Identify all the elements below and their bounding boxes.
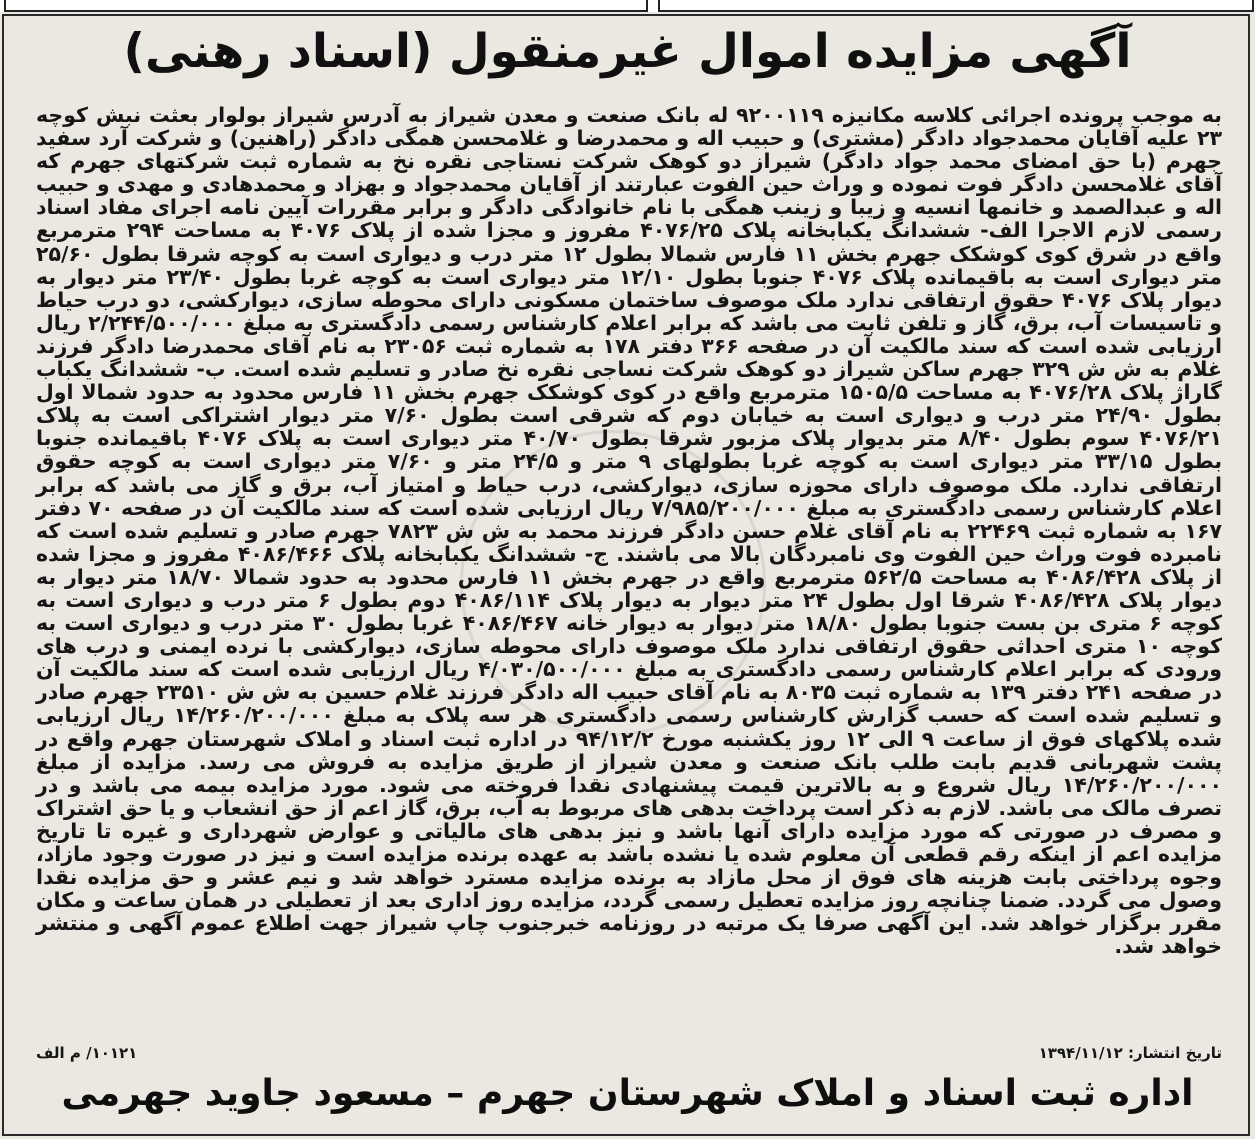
reference-number: ۱۰۱۲۱/ م الف [36,1044,138,1062]
adjacent-ad-edge [0,0,1255,12]
publish-date: تاریخ انتشار: ۱۳۹۴/۱۱/۱۲ [1038,1044,1222,1062]
adjacent-ad-border-left [4,0,648,12]
notice-title: آگهی مزایده اموال غیرمنقول (اسناد رهنی) [123,24,1132,79]
adjacent-ad-border-right [658,0,1254,12]
notice-body: به موجب پرونده اجرائی کلاسه مکانیزه ۹۲۰۰۱۱۹ له بانک صنعت و معدن شیراز به آدرس شیراز بولوار بعثت نبش کوچه ۲۳ علیه آقایان محمدجواد دادگر (مشتری) و حبیب اله و محمدرضا و غلامحسن همگی دادگر (راهنین) و شرکت آرد سفید جهرم (با حق امضای محمد جواد دادگر) شیراز دو کوهک شرکت نستاجی نقره نخ به شماره ثبت شرکتهای جهرم که آقای غلامحسن دادگر فوت نموده و وراث حین الفوت عبارتند از آقایان محمدجواد و بهزاد و محمدهادی و مهدی و حبیب اله و عبدالصمد و خانمها انسیه و زیبا و زینب همگی با نام خانوادگی دادگر و برابر مقررات آیین نامه اجرای مفاد اسناد رسمی لازم الاجرا الف- ششدانگ یکبابخانه پلاک ۴۰۷۶/۲۵ مفروز و مجزا شده از پلاک ۴۰۷۶ به مساحت ۲۹۴ مترمربع واقع در شرق کوی کوشکک جهرم بخش ۱۱ فارس شمالا بطول ۱۲ متر درب و دیواری است به کوچه شرقا بطول ۲۵/۶۰ متر دیواری است به باقیمانده پلاک ۴۰۷۶ جنوبا بطول ۱۲/۱۰ متر دیواری است به کوچه غربا بطول ۲۳/۴۰ متر دیوار به دیوار پلاک ۴۰۷۶ حقوق ارتفاقی ندارد ملک موصوف ساختمان مسکونی دارای محوطه سازی، دیوارکشی، دو درب حیاط و تاسیسات آب، برق، گاز و تلفن ثابت می باشد که برابر اعلام کارشناس رسمی دادگستری به مبلغ ۲/۲۴۴/۵۰۰/۰۰۰ ریال ارزیابی شده است که سند مالکیت آن در صفحه ۳۶۶ دفتر ۱۷۸ به شماره ثبت ۲۳۰۵۶ به نام آقای محمدرضا دادگر فرزند غلام به ش ش ۳۲۹ جهرم ساکن شیراز دو کوهک شرکت نساجی نقره نخ صادر و تسلیم شده است. ب- ششدانگ یکباب گاراژ پلاک ۴۰۷۶/۲۸ به مساحت ۱۵۰۵/۵ مترمربع واقع در کوی کوشکک جهرم بخش ۱۱ فارس محدود به حدود شمالا اول بطول ۲۴/۹۰ متر درب و دیواری است به خیابان دوم که شرقی است بطول ۷/۶۰ متر دیوار اشتراکی است به پلاک ۴۰۷۶/۲۱ سوم بطول ۸/۴۰ متر بدیوار پلاک مزبور شرقا بطول ۴۰/۷۰ متر دیواری است به پلاک ۴۰۷۶ باقیمانده جنوبا بطول ۳۳/۱۵ متر دیواری است به کوچه غربا بطولهای ۹ متر و ۲۴/۵ متر و ۷/۶۰ متر دیواری است به کوچه حقوق ارتفاقی ندارد. ملک موصوف دارای محوزه سازی، دیوارکشی، درب حیاط و امتیاز آب، برق و گاز می باشد که برابر اعلام کارشناس رسمی دادگستری به مبلغ ۷/۹۸۵/۲۰۰/۰۰۰ ریال ارزیابی شده است که سند مالکیت آن در صفحه ۷۰ دفتر ۱۶۷ به شماره ثبت ۲۲۴۶۹ به نام آقای غلام حسن دادگر فرزند محمد به ش ش ۷۸۲۳ جهرم صادر و تسلیم شده است که نامبرده فوت وراث حین الفوت وی نامبردگان بالا می باشند. ج- ششدانگ یکبابخانه پلاک ۴۰۸۶/۴۶۶ مفروز و مجزا شده از پلاک ۴۰۸۶/۴۲۸ به مساحت ۵۶۲/۵ مترمربع واقع در جهرم بخش ۱۱ فارس محدود به حدود شمالا ۱۸/۷۰ متر دیوار به دیوار پلاک ۴۰۸۶/۴۲۸ شرقا اول بطول ۲۴ متر دیوار به دیوار پلاک ۴۰۸۶/۱۱۴ دوم بطول ۶ متر درب و دیواری است به کوچه ۶ متری بن بست جنوبا بطول ۱۸/۸۰ متر دیوار به دیوار خانه ۴۰۸۶/۴۶۷ غربا بطول ۳۰ متر درب و دیواری است به کوچه ۱۰ متری احداثی حقوق ارتفاقی ندارد ملک موصوف دارای محوطه سازی، دیوارکشی با نرده ایمنی و درب های ورودی که برابر اعلام کارشناس رسمی دادگستری به مبلغ ۴/۰۳۰/۵۰۰/۰۰۰ ریال ارزیابی شده است که سند مالکیت آن در صفحه ۲۴۱ دفتر ۱۳۹ به شماره ثبت ۸۰۳۵ به نام آقای حبیب اله دادگر فرزند غلام حسین به ش ش ۲۳۵۱۰ جهرم صادر و تسلیم شده است که حسب گزارش کارشناس رسمی دادگستری هر سه پلاک به مبلغ ۱۴/۲۶۰/۲۰۰/۰۰۰ ریال ارزیابی شده پلاکهای فوق از ساعت ۹ الی ۱۲ روز یکشنبه مورخ ۹۴/۱۲/۲ در اداره ثبت اسناد و املاک شهرستان جهرم واقع در پشت شهربانی قدیم بابت طلب بانک صنعت و معدن شیراز از طریق مزایده به فروش می رسد. مزایده از مبلغ ۱۴/۲۶۰/۲۰۰/۰۰۰ ریال شروع و به بالاترین قیمت پیشنهادی نقدا فروخته می شود. مورد مزایده بیمه می باشد و در تصرف مالک می باشد. لازم به ذکر است پرداخت بدهی های مربوط به آب، برق، گاز اعم از حق انشعاب و یا حق اشتراک و مصرف در صورتی که مورد مزایده دارای آنها باشد و نیز بدهی های مالیاتی و عوارض شهرداری و غیره تا تاریخ مزایده اعم از اینکه رقم قطعی آن معلوم شده یا نشده باشد به عهده برنده مزایده است و نیز در صورت وجود مازاد، وجوه پرداختی بابت هزینه های فوق از محل مازاد به برنده مزایده مسترد خواهد شد و نیم عشر و حق مزایده نقدا وصول می گردد. ضمنا چنانچه روز مزایده تعطیل رسمی گردد، مزایده روز اداری بعد از تعطیلی در همان ساعت و مکان مقرر برگزار خواهد شد. این آگهی صرفا یک مرتبه در روزنامه خبرجنوب چاپ شیراز جهت اطلاع عموم آگهی و منتشر خواهد شد. [36,103,1223,959]
publication-line [36,1044,1222,1066]
issuer-signature: اداره ثبت اسناد و املاک شهرستان جهرم – مسعود جاوید جهرمی [61,1073,1194,1114]
